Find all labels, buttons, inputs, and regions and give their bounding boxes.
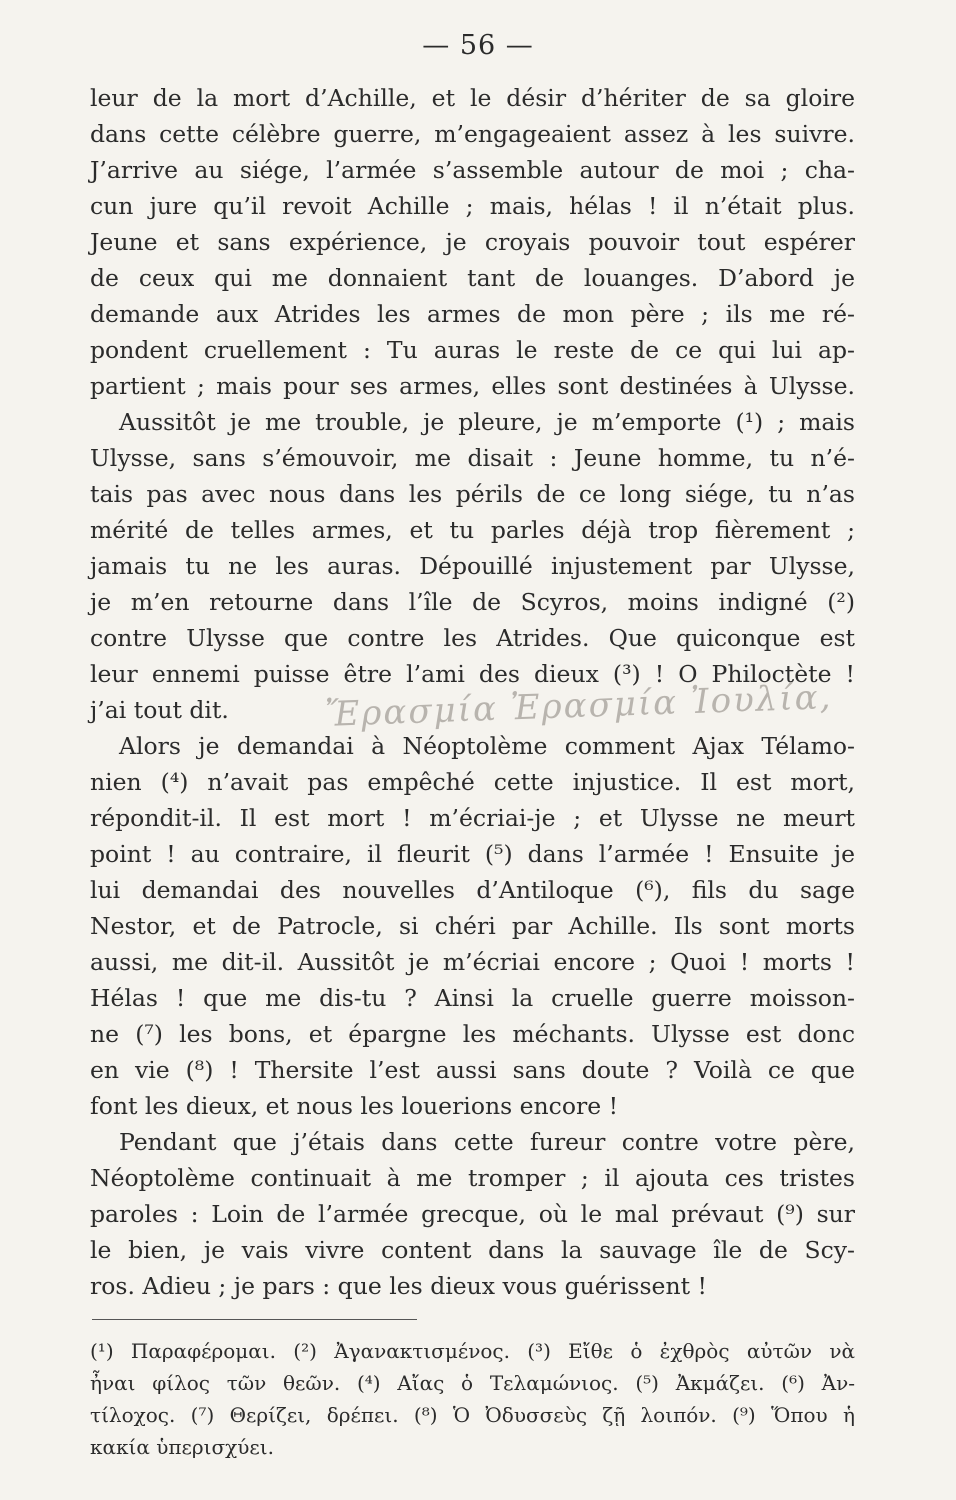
text-line: demande aux Atrides les armes de mon père ; ils me ré- <box>90 300 855 328</box>
text-line: tais pas avec nous dans les périls de ce long siége, tu n’as <box>90 480 855 508</box>
text-line: cun jure qu’il revoit Achille ; mais, hélas ! il n’était plus. <box>90 192 855 220</box>
text-line: Aussitôt je me trouble, je pleure, je m’emporte (¹) ; mais <box>119 408 855 436</box>
text-line: mérité de telles armes, et tu parles déjà trop fièrement ; <box>90 516 855 544</box>
text-line: je m’en retourne dans l’île de Scyros, moins indigné (²) <box>90 588 855 616</box>
text-line: Nestor, et de Patrocle, si chéri par Achille. Ils sont morts <box>90 912 855 940</box>
handwritten-note: Ἔρασμία Ἐρασμία Ἰουλία, <box>324 677 834 735</box>
text-line: j’ai tout dit. <box>90 696 229 724</box>
text-line: Jeune et sans expérience, je croyais pouvoir tout espérer <box>90 228 855 256</box>
text-line: paroles : Loin de l’armée grecque, où le mal prévaut (⁹) sur <box>90 1200 855 1228</box>
text-line: leur ennemi puisse être l’ami des dieux (³) ! O Philoctète ! <box>90 660 855 688</box>
text-line: leur de la mort d’Achille, et le désir d’hériter de sa gloire <box>90 84 855 112</box>
text-line: Hélas ! que me dis-tu ? Ainsi la cruelle guerre moisson- <box>90 984 855 1012</box>
text-line: contre Ulysse que contre les Atrides. Que quiconque est <box>90 624 855 652</box>
text-line: en vie (⁸) ! Thersite l’est aussi sans doute ? Voilà ce que <box>90 1056 855 1084</box>
text-line: font les dieux, et nous les louerions encore ! <box>90 1092 619 1120</box>
footnote-line: ἦναι φίλος τῶν θεῶν. (⁴) Αἴας ὁ Τελαμώνιος. (⁵) Ἀκμάζει. (⁶) Ἀν- <box>90 1371 855 1395</box>
text-line: Alors je demandai à Néoptolème comment Ajax Télamo- <box>119 732 855 760</box>
text-line: lui demandai des nouvelles d’Antiloque (⁶), fils du sage <box>90 876 855 904</box>
text-line: de ceux qui me donnaient tant de louanges. D’abord je <box>90 264 855 292</box>
footnote-line: τίλοχος. (⁷) Θερίζει, δρέπει. (⁸) Ὁ Ὀδυσσεὺς ζῇ λοιπόν. (⁹) Ὅπου ἡ <box>90 1403 855 1427</box>
text-line: le bien, je vais vivre content dans la sauvage île de Scy- <box>90 1236 855 1264</box>
page-number: — 56 — <box>422 30 534 61</box>
text-line: ne (⁷) les bons, et épargne les méchants. Ulysse est donc <box>90 1020 855 1048</box>
text-line: jamais tu ne les auras. Dépouillé injustement par Ulysse, <box>90 552 855 580</box>
text-line: Néoptolème continuait à me tromper ; il ajouta ces tristes <box>90 1164 855 1192</box>
text-line: pondent cruellement : Tu auras le reste de ce qui lui ap- <box>90 336 855 364</box>
text-line: dans cette célèbre guerre, m’engageaient assez à les suivre. <box>90 120 855 148</box>
text-line: J’arrive au siége, l’armée s’assemble autour de moi ; cha- <box>90 156 855 184</box>
footnote-divider <box>92 1319 417 1320</box>
text-line: point ! au contraire, il fleurit (⁵) dans l’armée ! Ensuite je <box>90 840 855 868</box>
text-line: répondit-il. Il est mort ! m’écriai-je ; et Ulysse ne meurt <box>90 804 855 832</box>
text-line: partient ; mais pour ses armes, elles sont destinées à Ulysse. <box>90 372 855 400</box>
text-line: Ulysse, sans s’émouvoir, me disait : Jeune homme, tu n’é- <box>90 444 855 472</box>
text-line: ros. Adieu ; je pars : que les dieux vous guérissent ! <box>90 1272 707 1300</box>
text-line: aussi, me dit-il. Aussitôt je m’écriai encore ; Quoi ! morts ! <box>90 948 855 976</box>
footnote-line: κακία ὑπερισχύει. <box>90 1435 274 1459</box>
text-line: nien (⁴) n’avait pas empêché cette injustice. Il est mort, <box>90 768 855 796</box>
footnote-line: (¹) Παραφέρομαι. (²) Ἀγανακτισμένος. (³) Εἴθε ὁ ἐχθρὸς αὐτῶν νὰ <box>90 1339 855 1363</box>
text-line: Pendant que j’étais dans cette fureur contre votre père, <box>119 1128 855 1156</box>
